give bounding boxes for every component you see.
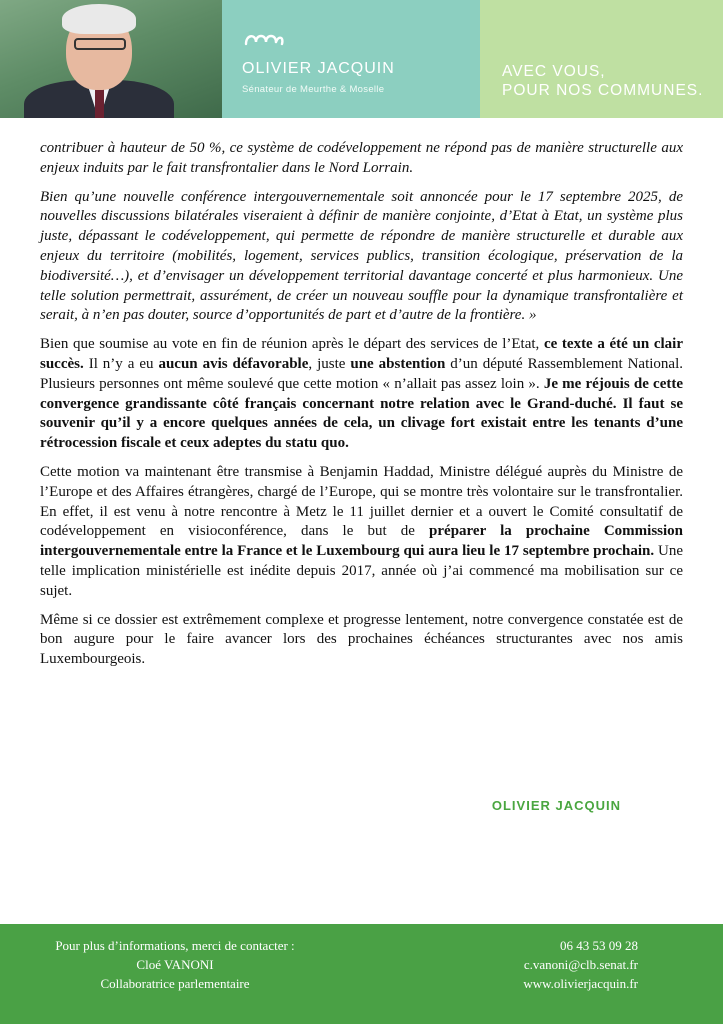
text-run: Bien que soumise au vote en fin de réunion après le départ des services de l’Etat, (40, 336, 544, 353)
contact-phone[interactable]: 06 43 53 09 28 (560, 938, 638, 953)
slogan (502, 62, 703, 100)
contact-name: Cloé VANONI (136, 957, 214, 972)
letter-body (40, 139, 683, 670)
slogan-line-1: AVEC VOUS, (502, 63, 606, 80)
text-run: Cette motion va maintenant être transmise à Benjamin Haddad, Ministre délégué auprès du Ministre de l’Europe et des Affaires étrangères, chargé de l’Europe, qui se montre très volontaire sur le transfrontalier. En effet, il est venu à notre rencontre à Metz le 11 juillet dernier et a ouvert le Comité consultatif de codéveloppement en visioconférence, dans le but de (40, 463, 683, 540)
footer (0, 924, 723, 1024)
text-run: , juste (308, 355, 351, 372)
paragraph-1: contribuer à hauteur de 50 %, ce système de codéveloppement ne répond pas de manière structurelle aux enjeux induits par le fait transfrontalier dans le Nord Lorrain. (40, 140, 683, 176)
paragraph-4 (40, 463, 683, 602)
contact-email[interactable]: c.vanoni@clb.senat.fr (523, 957, 638, 972)
slogan-banner (480, 0, 723, 118)
senator-portrait (0, 0, 222, 118)
text-run: Il n’y a eu (83, 355, 159, 372)
logo-icon (242, 28, 288, 50)
bold-run: Je me réjouis de cette convergence grandissante côté français concernant notre relation avec le Grand-duché. Il faut se souvenir qu’il y a encore quelques années de cela, un clivage fort existait entre les tenants d’une rétrocession fiscale et ceux adeptes du statu quo. (40, 375, 683, 452)
website-link[interactable]: www.olivierjacquin.fr (523, 976, 638, 991)
contact-details (523, 936, 638, 993)
bold-run: ce texte a été un clair succès. (40, 336, 683, 372)
slogan-line-2: POUR NOS COMMUNES. (502, 82, 704, 99)
contact-role: Collaboratrice parlementaire (100, 976, 250, 991)
contact-info (40, 936, 310, 993)
text-run: Une telle implication ministérielle est inédite depuis 2017, année où j’ai commencé ma mobilisation sur ce sujet. (40, 543, 683, 599)
senator-subtitle: Sénateur de Meurthe & Moselle (242, 84, 385, 95)
paragraph-2: Bien qu’une nouvelle conférence intergouvernementale soit annoncée pour le 17 septembre 2025, de nouvelles discussions bilatérales viseraient à définir de manière conjointe, d’Etat à Etat, un système plus juste, dépassant le codéveloppement, qui permette de répondre de manière structurelle et durable aux enjeux du territoire (mobilités, logement, services publics, transition écologique, préservation de la biodiversité…), et d’envisager un développement territorial davantage concerté et plus harmonieux. Une telle solution permettrait, assurément, de créer un nouveau souffle pour la dynamique transfrontalière et serait, à n’en pas douter, source d’opportunités de part et d’autre de la frontière. » (40, 188, 683, 324)
name-banner (222, 0, 480, 118)
bold-run: aucun avis défavorable (158, 355, 309, 372)
bold-run: une abstention (350, 355, 446, 372)
contact-intro: Pour plus d’informations, merci de contacter : (55, 938, 295, 953)
letterhead (0, 0, 723, 118)
signature: OLIVIER JACQUIN (491, 798, 621, 813)
senator-name: OLIVIER JACQUIN (242, 60, 395, 77)
text-run: d’un député Rassemblement National. Plusieurs personnes ont même soulevé que cette motion « n’allait pas assez loin ». (40, 355, 683, 392)
paragraph-3 (40, 335, 683, 454)
bold-run: préparer la prochaine Commission intergouvernementale entre la France et le Luxembourg qui aura lieu le 17 septembre prochain. (40, 523, 684, 560)
paragraph-5: Même si ce dossier est extrêmement complexe et progresse lentement, notre convergence constatée est de bon augure pour le faire avancer lors des prochaines échéances structurantes avec nos amis Luxembourgeois. (40, 611, 683, 668)
